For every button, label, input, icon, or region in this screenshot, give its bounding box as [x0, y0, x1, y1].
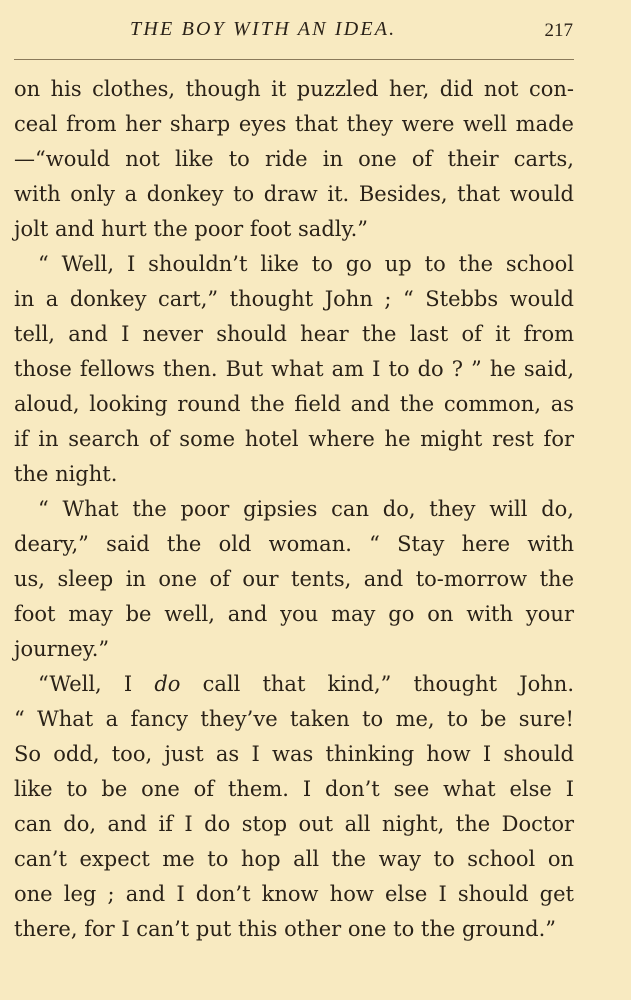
text-line: “ What a fancy they’ve taken to me, to be sure!	[14, 707, 574, 731]
paragraph	[14, 492, 574, 667]
text-line: —“would not like to ride in one of their carts,	[14, 147, 574, 171]
text-run: “Well, I	[38, 672, 155, 696]
emphasized-word: do	[154, 672, 181, 696]
text-line: can’t expect me to hop all the way to school on	[14, 847, 574, 871]
text-line: journey.”	[14, 637, 110, 661]
text-line-with-emphasis	[14, 667, 574, 702]
text-line: deary,” said the old woman. “ Stay here with	[14, 532, 574, 556]
text-line: tell, and I never should hear the last of it from	[14, 322, 574, 346]
paragraph	[14, 247, 574, 492]
paragraph	[14, 72, 574, 247]
text-line: like to be one of them. I don’t see what else I	[14, 777, 574, 801]
text-line: on his clothes, though it puzzled her, did not con-	[14, 77, 574, 101]
text-line: ceal from her sharp eyes that they were well made	[14, 112, 574, 136]
paragraph	[14, 667, 574, 947]
text-line: “ Well, I shouldn’t like to go up to the school	[38, 252, 574, 276]
text-line: with only a donkey to draw it. Besides, that would	[14, 182, 574, 206]
text-line: “ What the poor gipsies can do, they will do,	[38, 497, 574, 521]
text-line: can do, and if I do stop out all night, the Doctor	[14, 812, 574, 836]
text-line: aloud, looking round the field and the common, as	[14, 392, 574, 416]
text-line: in a donkey cart,” thought John ; “ Stebbs would	[14, 287, 574, 311]
text-line: if in search of some hotel where he might rest for	[14, 427, 574, 451]
text-line: one leg ; and I don’t know how else I should get	[14, 882, 574, 906]
page-number: 217	[544, 20, 573, 41]
text-line: the night.	[14, 462, 118, 486]
text-line: foot may be well, and you may go on with your	[14, 602, 574, 626]
header-rule	[14, 59, 574, 60]
text-run: call that kind,” thought John.	[180, 672, 574, 696]
text-line: us, sleep in one of our tents, and to-morrow the	[14, 567, 574, 591]
text-line: So odd, too, just as I was thinking how I should	[14, 742, 574, 766]
text-line: jolt and hurt the poor foot sadly.”	[14, 217, 368, 241]
text-line: those fellows then. But what am I to do ? ” he said,	[14, 357, 574, 381]
text-line: there, for I can’t put this other one to the ground.”	[14, 917, 556, 941]
body-text	[14, 72, 574, 947]
running-title: THE BOY WITH AN IDEA.	[130, 18, 397, 40]
